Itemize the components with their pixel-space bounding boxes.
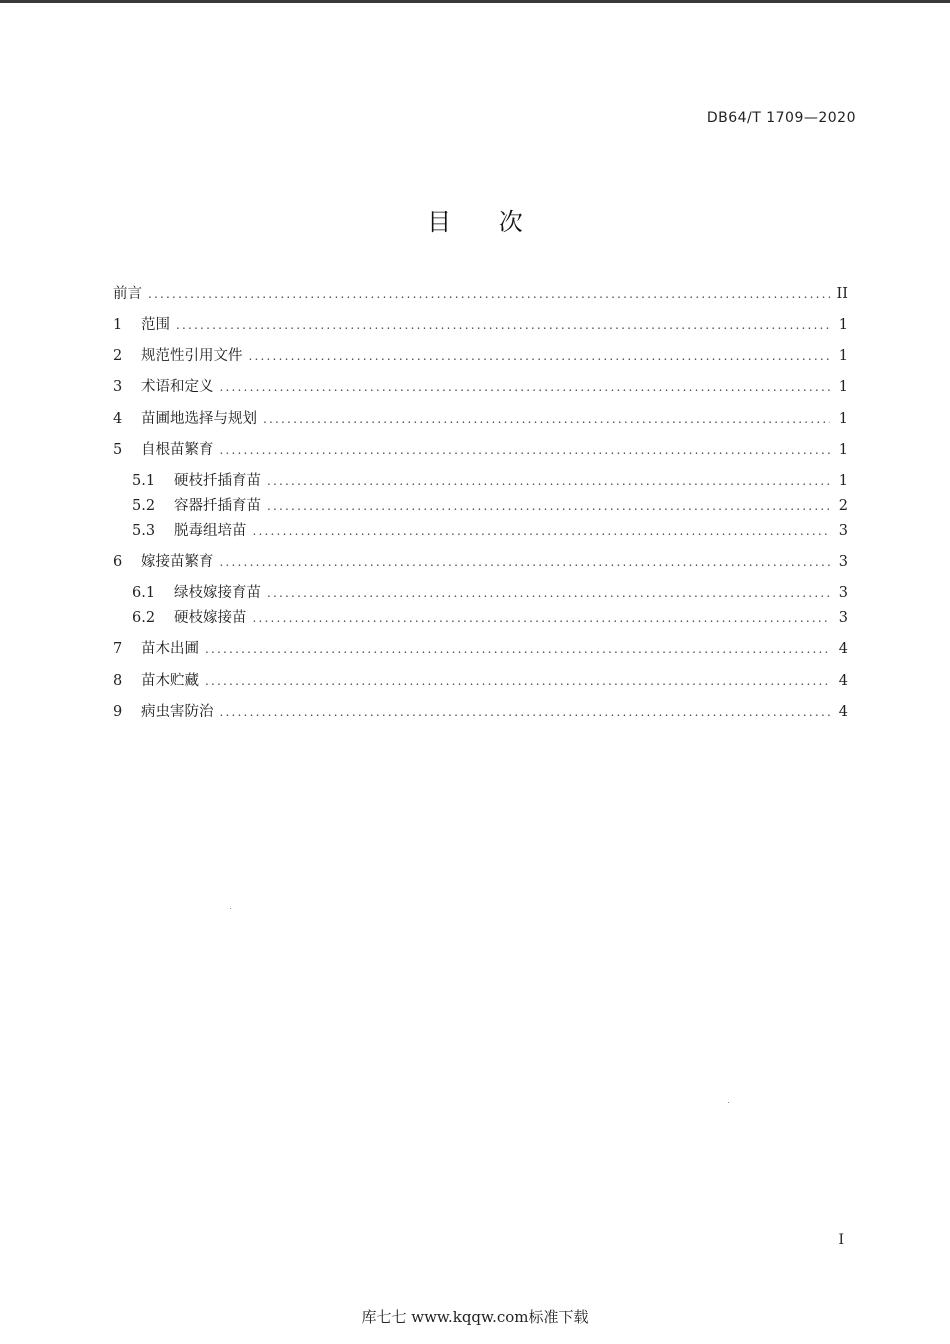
toc-entry-number: 5.1: [132, 473, 156, 489]
toc-entry-page: II: [836, 286, 848, 302]
page-number: I: [838, 1232, 844, 1248]
toc-entry-page: 4: [838, 641, 848, 657]
toc-entry-page: 1: [838, 348, 848, 364]
dot-leader: [148, 283, 830, 305]
scan-speck: [728, 1102, 729, 1103]
toc-entry-hardwood-grafting[interactable]: [132, 607, 848, 629]
toc-entry-normative-references[interactable]: [113, 345, 848, 367]
dot-leader: [267, 495, 830, 517]
toc-entry-number: 1: [113, 317, 123, 333]
toc-entry-label: 苗圃地选择与规划: [141, 411, 257, 427]
toc-entry-number: 6.2: [132, 610, 156, 626]
dot-leader: [220, 376, 831, 398]
dot-leader: [205, 638, 830, 660]
toc-entry-number: 7: [113, 641, 123, 657]
toc-entry-label: 苗木出圃: [141, 641, 199, 657]
page-title: 目 次: [427, 208, 543, 236]
toc-entry-greenwood-grafting[interactable]: [132, 582, 848, 604]
toc-entry-label: 病虫害防治: [141, 704, 214, 720]
toc-entry-foreword[interactable]: [113, 283, 848, 305]
toc-entry-label: 范围: [141, 317, 170, 333]
dot-leader: [253, 607, 831, 629]
dot-leader: [176, 314, 830, 336]
toc-entry-page: 4: [838, 673, 848, 689]
toc-entry-nursery-site[interactable]: [113, 408, 848, 430]
toc-entry-label: 苗木贮藏: [141, 673, 199, 689]
toc-entry-page: 3: [838, 585, 848, 601]
toc-entry-label: 硬枝扦插育苗: [174, 473, 261, 489]
dot-leader: [205, 670, 830, 692]
toc-entry-page: 1: [838, 317, 848, 333]
toc-entry-pest-control[interactable]: [113, 701, 848, 723]
toc-entry-virus-free-tissue-culture[interactable]: [132, 520, 848, 542]
toc-entry-page: 4: [838, 704, 848, 720]
toc-entry-label: 容器扦插育苗: [174, 498, 261, 514]
toc-entry-label: 硬枝嫁接苗: [174, 610, 247, 626]
toc-entry-number: 3: [113, 379, 123, 395]
toc-entry-seedling-lifting[interactable]: [113, 638, 848, 660]
toc-entry-terms-definitions[interactable]: [113, 376, 848, 398]
toc-entry-container-cutting[interactable]: [132, 495, 848, 517]
toc-entry-page: 1: [838, 411, 848, 427]
toc-entry-page: 3: [838, 554, 848, 570]
scan-speck: [230, 908, 231, 909]
toc-entry-page: 2: [838, 498, 848, 514]
toc-entry-hardwood-cutting[interactable]: [132, 470, 848, 492]
toc-entry-label: 前言: [113, 286, 142, 302]
dot-leader: [267, 582, 830, 604]
dot-leader: [220, 551, 831, 573]
toc-entry-number: 5.3: [132, 523, 156, 539]
toc-entry-page: 3: [838, 610, 848, 626]
dot-leader: [263, 408, 830, 430]
toc-entry-number: 9: [113, 704, 123, 720]
toc-entry-number: 6.1: [132, 585, 156, 601]
dot-leader: [220, 701, 831, 723]
toc-entry-number: 8: [113, 673, 123, 689]
toc-entry-label: 规范性引用文件: [141, 348, 243, 364]
dot-leader: [267, 470, 830, 492]
toc-entry-page: 1: [838, 442, 848, 458]
footer-watermark: 库七七 www.kqqw.com标准下载: [361, 1308, 589, 1326]
toc-entry-label: 绿枝嫁接育苗: [174, 585, 261, 601]
toc-entry-number: 4: [113, 411, 123, 427]
toc-entry-number: 2: [113, 348, 123, 364]
toc-entry-number: 5.2: [132, 498, 156, 514]
toc-entry-page: 3: [838, 523, 848, 539]
toc-entry-grafted-propagation[interactable]: [113, 551, 848, 573]
dot-leader: [220, 439, 831, 461]
toc-entry-number: 5: [113, 442, 123, 458]
toc-entry-page: 1: [838, 473, 848, 489]
toc-entry-number: 6: [113, 554, 123, 570]
toc-entry-own-root-propagation[interactable]: [113, 439, 848, 461]
toc-entry-label: 自根苗繁育: [141, 442, 214, 458]
toc-entry-page: 1: [838, 379, 848, 395]
toc-entry-label: 术语和定义: [141, 379, 214, 395]
document-code: DB64/T 1709—2020: [706, 110, 856, 126]
toc-entry-label: 嫁接苗繁育: [141, 554, 214, 570]
dot-leader: [249, 345, 831, 367]
toc-entry-seedling-storage[interactable]: [113, 670, 848, 692]
dot-leader: [253, 520, 831, 542]
toc-entry-label: 脱毒组培苗: [174, 523, 247, 539]
toc-entry-scope[interactable]: [113, 314, 848, 336]
